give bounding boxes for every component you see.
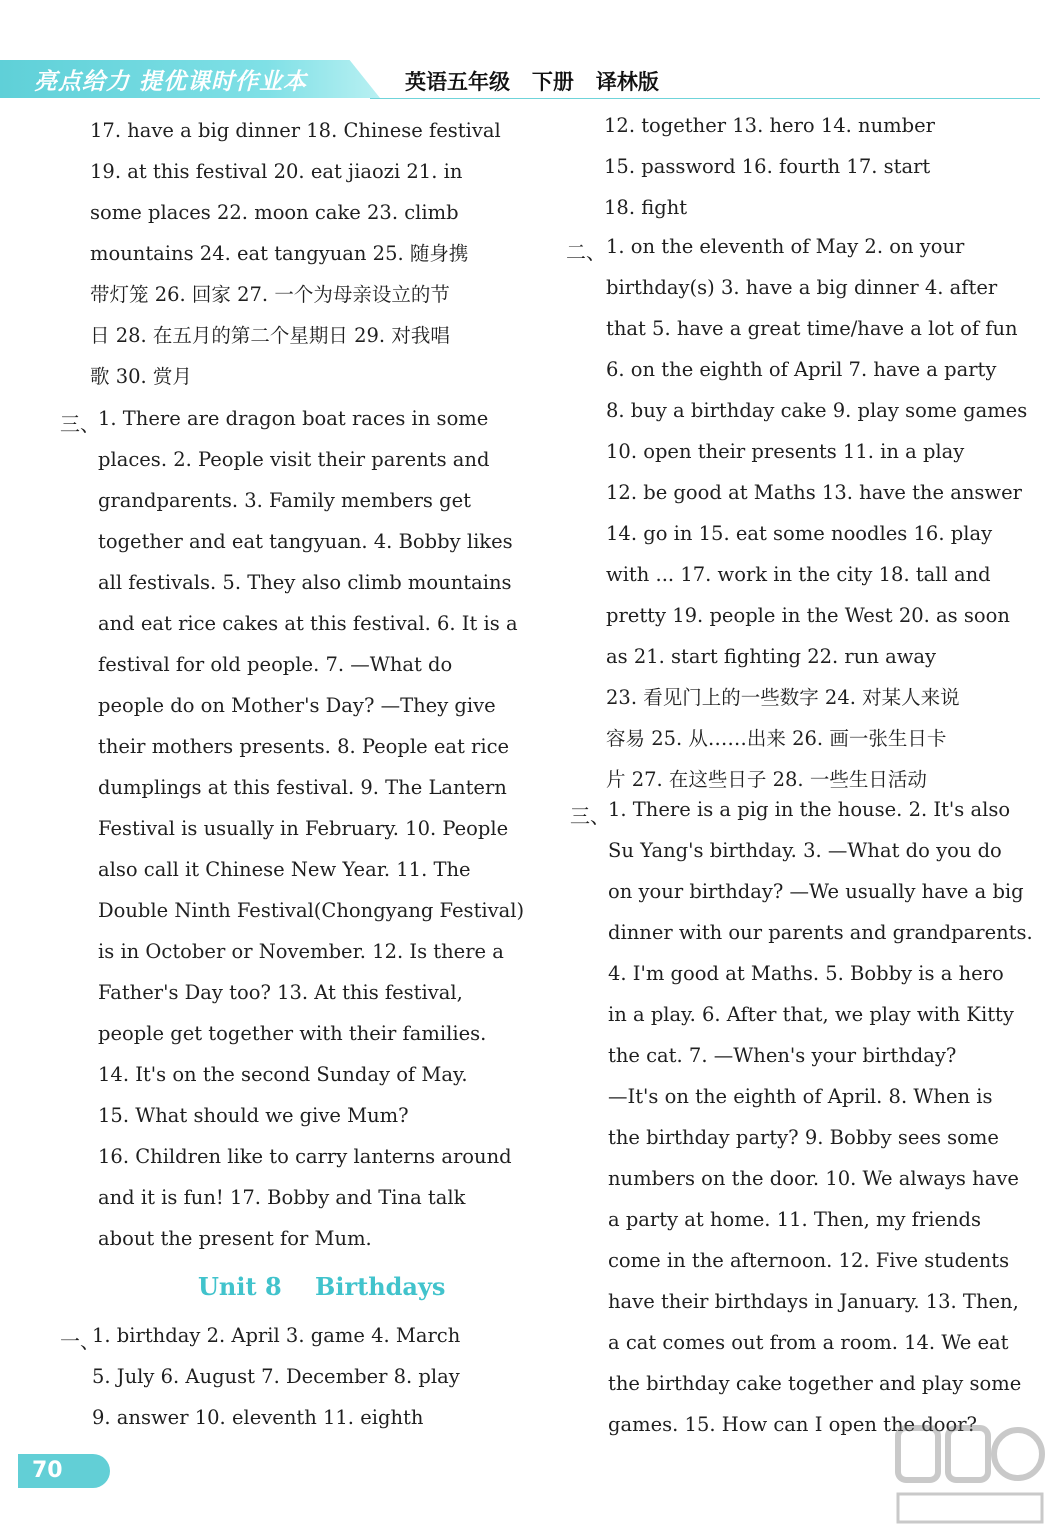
answer-line: —It's on the eighth of April. 8. When is	[608, 1085, 993, 1108]
answer-line: 14. go in 15. eat some noodles 16. play	[606, 522, 993, 545]
answer-line: 18. fight	[604, 196, 688, 219]
answer-line: 1. There is a pig in the house. 2. It's also	[608, 798, 1011, 821]
right-section-3	[608, 789, 1040, 1445]
answer-line: their mothers presents. 8. People eat rice	[98, 735, 510, 758]
answer-line: 9. answer 10. eleventh 11. eighth	[92, 1406, 424, 1429]
answer-line: 19. at this festival 20. eat jiaozi 21. in	[90, 160, 463, 183]
unit-title: Unit 8 Birthdays	[198, 1272, 446, 1301]
answer-line: 23. 看见门上的一些数字 24. 对某人来说	[606, 686, 960, 709]
answer-line: 6. on the eighth of April 7. have a party	[606, 358, 997, 381]
right-section-2-label: 二、	[566, 240, 606, 264]
answer-line: Double Ninth Festival(Chongyang Festival)	[98, 899, 525, 922]
left-section-1	[92, 1315, 528, 1438]
answer-line: about the present for Mum.	[98, 1227, 372, 1250]
header-divider	[370, 98, 1040, 99]
answer-line: a cat comes out from a room. 14. We eat	[608, 1331, 1009, 1354]
answer-line: some places 22. moon cake 23. climb	[90, 201, 459, 224]
answer-line: Festival is usually in February. 10. People	[98, 817, 509, 840]
answer-line: and it is fun! 17. Bobby and Tina talk	[98, 1186, 466, 1209]
answer-line: have their birthdays in January. 13. Then,	[608, 1290, 1019, 1313]
answer-line: 容易 25. 从……出来 26. 画一张生日卡	[606, 727, 947, 750]
header-book-info: 英语五年级 下册 译林版	[405, 70, 659, 94]
right-section-3-label: 三、	[570, 804, 610, 828]
answer-line: 17. have a big dinner 18. Chinese festival	[90, 119, 501, 142]
answer-line: 带灯笼 26. 回家 27. 一个为母亲设立的节	[90, 283, 450, 306]
left-section-3	[98, 398, 534, 1259]
answer-line: the birthday party? 9. Bobby sees some	[608, 1126, 999, 1149]
right-section-2	[606, 226, 1038, 800]
answer-line: 10. open their presents 11. in a play	[606, 440, 965, 463]
answer-line: 日 28. 在五月的第二个星期日 29. 对我唱	[90, 324, 450, 347]
answer-line: 歌 30. 赏月	[90, 365, 192, 388]
answer-line: 1. on the eleventh of May 2. on your	[606, 235, 965, 258]
answer-line: pretty 19. people in the West 20. as soon	[606, 604, 1010, 627]
answer-line: 8. buy a birthday cake 9. play some games	[606, 399, 1028, 422]
answer-line: people do on Mother's Day? —They give	[98, 694, 496, 717]
header-brand: 亮点给力 提优课时作业本	[34, 69, 308, 95]
answer-line: birthday(s) 3. have a big dinner 4. after	[606, 276, 998, 299]
left-section-3-label: 三、	[60, 412, 100, 436]
answer-line: the cat. 7. —When's your birthday?	[608, 1044, 957, 1067]
answer-line: all festivals. 5. They also climb mountains	[98, 571, 512, 594]
answer-line: also call it Chinese New Year. 11. The	[98, 858, 471, 881]
answer-line: 片 27. 在这些日子 28. 一些生日活动	[606, 768, 927, 791]
answer-line: 14. It's on the second Sunday of May.	[98, 1063, 468, 1086]
answer-line: dumplings at this festival. 9. The Lantern	[98, 776, 507, 799]
page-number: 70	[18, 1454, 110, 1488]
answer-line: together and eat tangyuan. 4. Bobby likes	[98, 530, 513, 553]
answer-line: 4. I'm good at Maths. 5. Bobby is a hero	[608, 962, 1004, 985]
answer-line: 15. password 16. fourth 17. start	[604, 155, 931, 178]
answer-line: as 21. start fighting 22. run away	[606, 645, 937, 668]
answer-line: is in October or November. 12. Is there a	[98, 940, 504, 963]
answer-line: mountains 24. eat tangyuan 25. 随身携	[90, 242, 469, 265]
answer-line: 15. What should we give Mum?	[98, 1104, 409, 1127]
answer-line: grandparents. 3. Family members get	[98, 489, 471, 512]
answer-line: Father's Day too? 13. At this festival,	[98, 981, 463, 1004]
answer-line: games. 15. How can I open the door?	[608, 1413, 977, 1436]
left-section-2-continued	[90, 110, 530, 397]
answer-line: the birthday cake together and play some	[608, 1372, 1022, 1395]
answer-line: 1. birthday 2. April 3. game 4. March	[92, 1324, 461, 1347]
answer-line: Su Yang's birthday. 3. —What do you do	[608, 839, 1002, 862]
answer-line: 12. together 13. hero 14. number	[604, 114, 935, 137]
answer-line: on your birthday? —We usually have a big	[608, 880, 1024, 903]
answer-line: 16. Children like to carry lanterns around	[98, 1145, 512, 1168]
answer-line: places. 2. People visit their parents and	[98, 448, 490, 471]
answer-line: numbers on the door. 10. We always have	[608, 1167, 1019, 1190]
watermark-logo	[890, 1420, 1050, 1530]
answer-line: that 5. have a great time/have a lot of fun	[606, 317, 1018, 340]
answer-line: a party at home. 11. Then, my friends	[608, 1208, 982, 1231]
answer-line: 5. July 6. August 7. December 8. play	[92, 1365, 460, 1388]
answer-line: with ... 17. work in the city 18. tall and	[606, 563, 991, 586]
answer-line: 12. be good at Maths 13. have the answer	[606, 481, 1022, 504]
answer-line: come in the afternoon. 12. Five students	[608, 1249, 1010, 1272]
answer-line: in a play. 6. After that, we play with Kitty	[608, 1003, 1014, 1026]
answer-line: and eat rice cakes at this festival. 6. It is a	[98, 612, 518, 635]
answer-line: festival for old people. 7. —What do	[98, 653, 453, 676]
right-section-1-continued	[604, 105, 1040, 228]
answer-line: people get together with their families.	[98, 1022, 487, 1045]
answer-line: dinner with our parents and grandparents.	[608, 921, 1033, 944]
answer-line: 1. There are dragon boat races in some	[98, 407, 489, 430]
left-section-1-label: 一、	[60, 1329, 100, 1353]
